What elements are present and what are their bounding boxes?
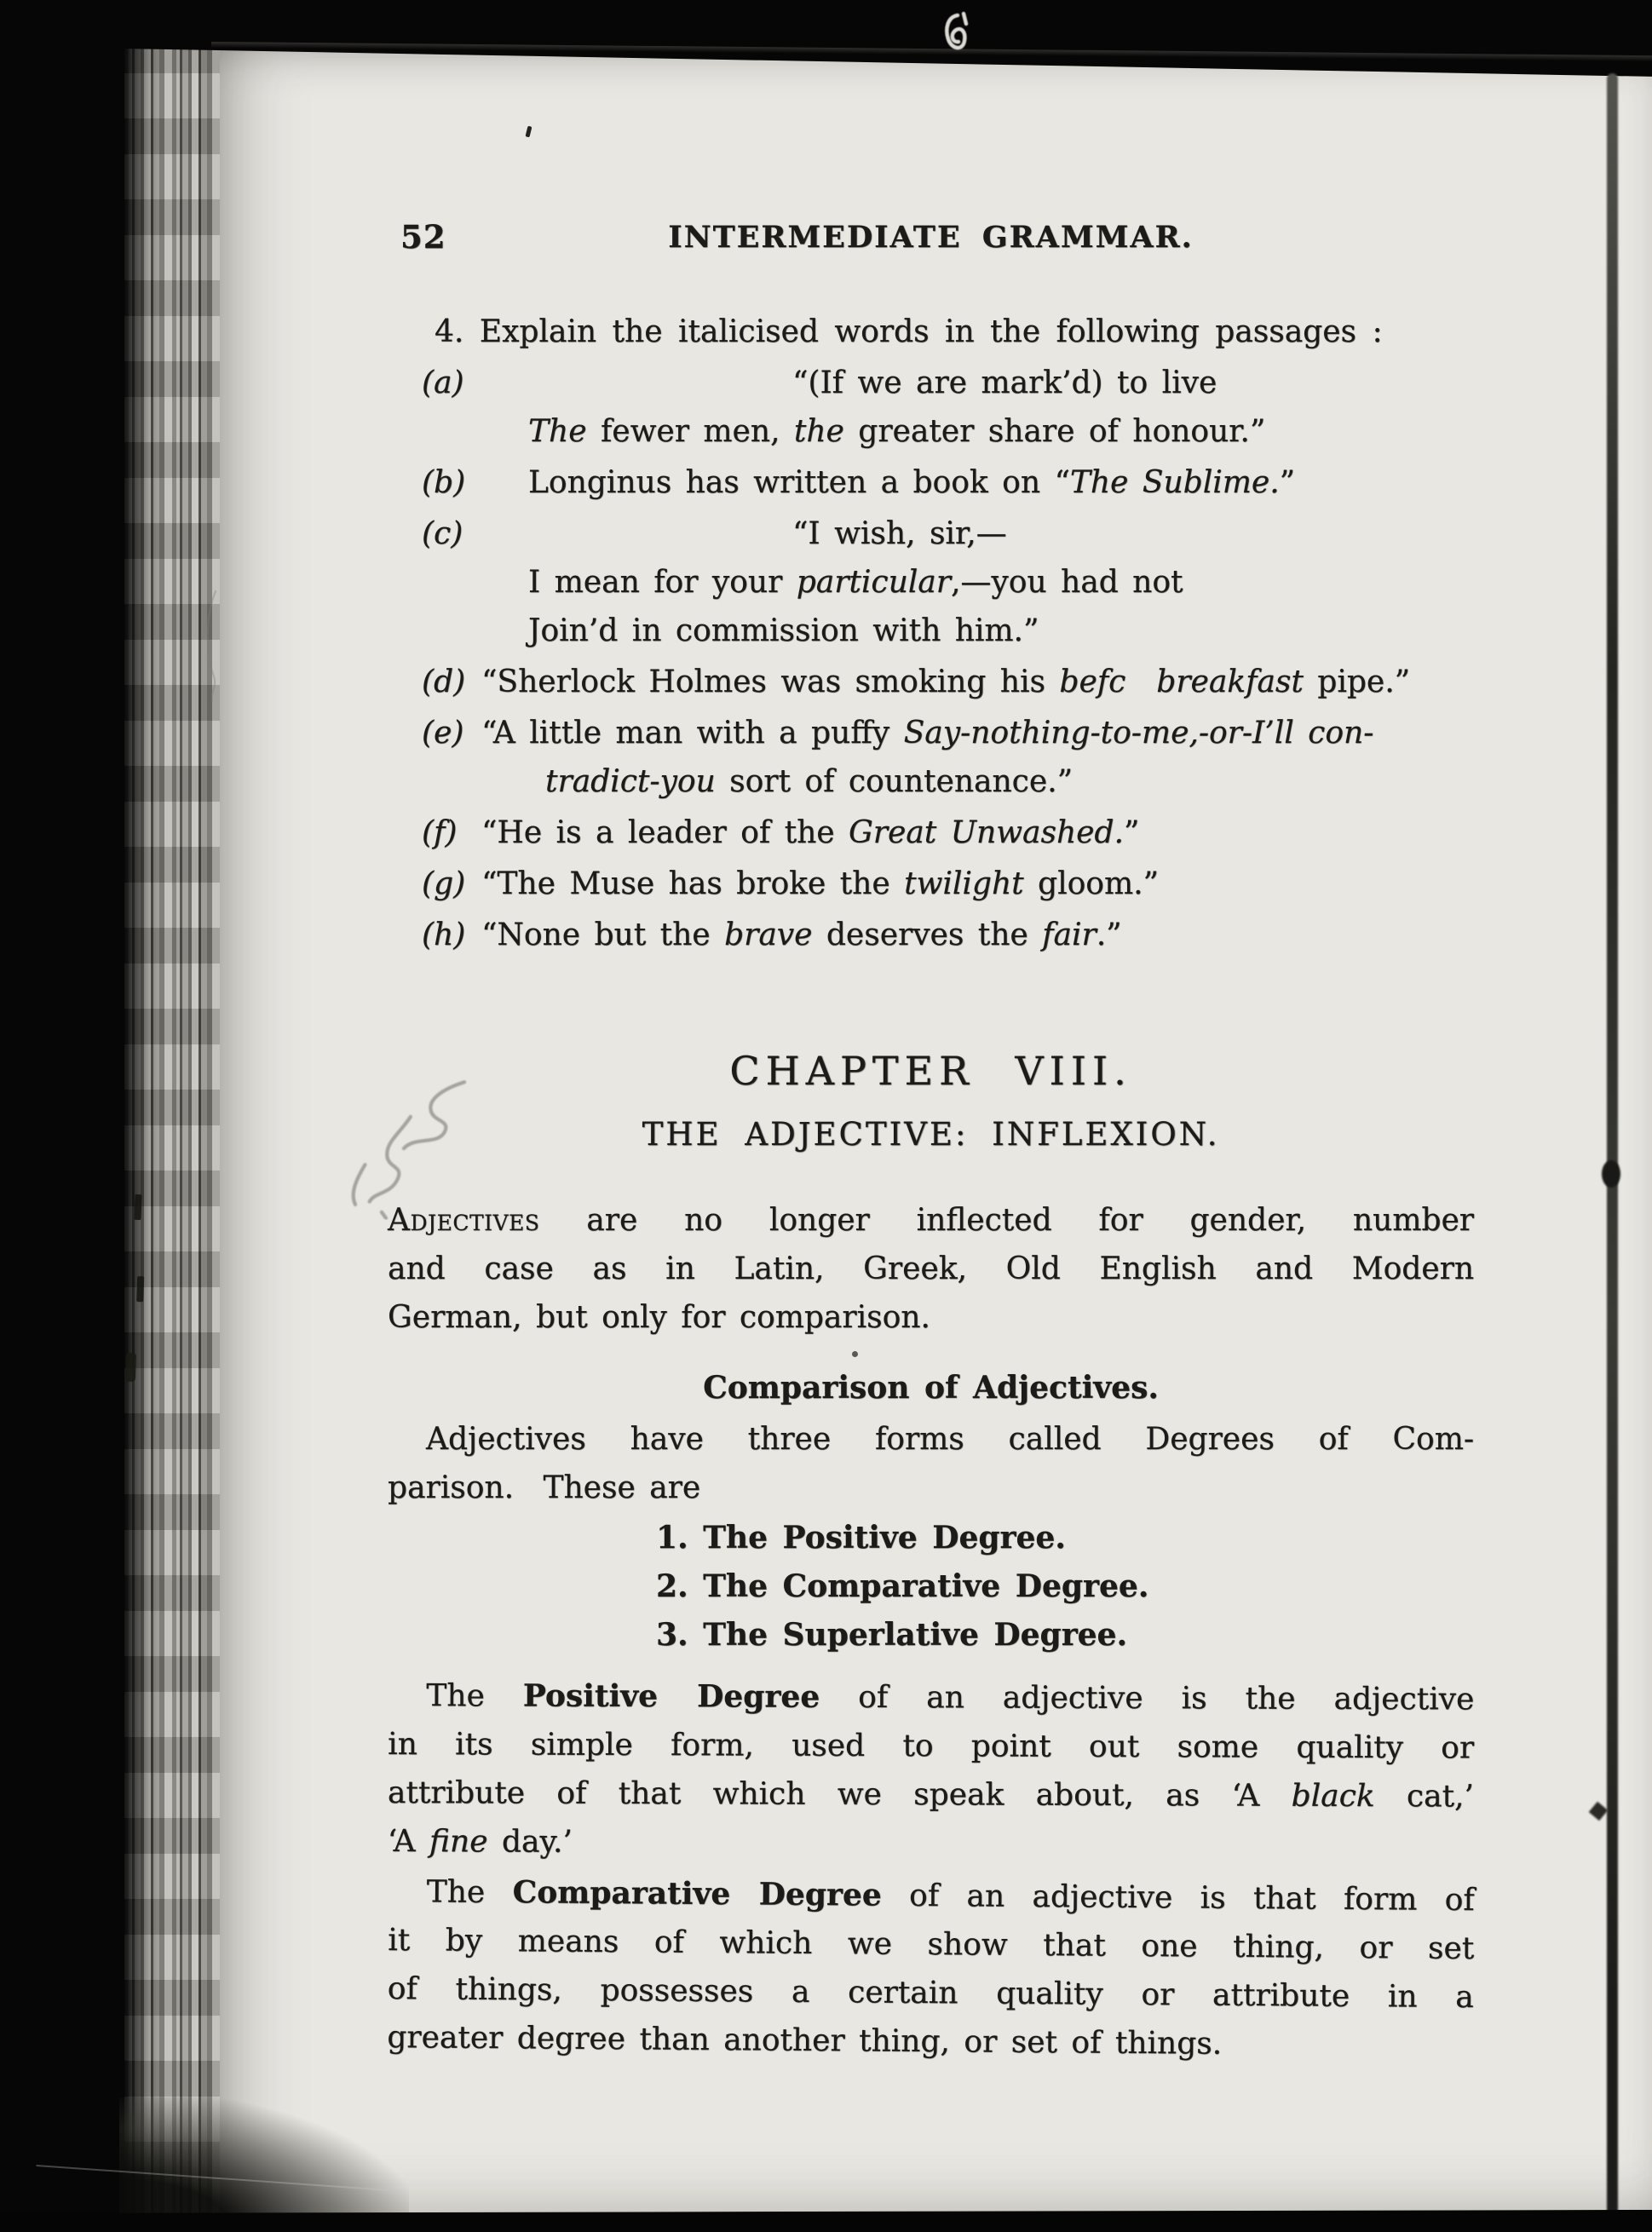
item-text: “None but the brave deserves the fair.”	[481, 918, 1122, 952]
page-right-edge	[1607, 73, 1618, 2215]
exercise-line	[388, 860, 1474, 908]
degree-item-superlative: 3. The Superlative Degree.	[656, 1617, 1127, 1653]
paragraph-line: in its simple form, used to point out some quality or	[388, 1727, 1475, 1766]
exercise-line	[388, 509, 1474, 558]
exercise-line	[388, 607, 1474, 655]
item-text: “The Muse has broke the twilight gloom.”	[481, 866, 1159, 901]
item-label: (e)	[422, 716, 464, 751]
paragraph-line: and case as in Latin, Greek, Old English and Modern	[388, 1251, 1474, 1286]
paragraph-line: Adjectives are no longer inflected for gender, number	[388, 1203, 1474, 1238]
degree-item-positive: 1. The Positive Degree.	[656, 1520, 1066, 1556]
exercise-item-f	[388, 808, 1474, 857]
binding-ink-marks	[134, 1194, 141, 1220]
paragraph-line: Adjectives have three forms called Degrees of Com-	[426, 1422, 1474, 1457]
page-content	[388, 213, 1474, 2062]
exercise-line	[388, 407, 1474, 456]
paragraph-degrees-intro	[388, 1415, 1474, 1512]
exercise-item-h	[388, 911, 1474, 959]
exercise-line	[388, 709, 1474, 757]
item-text: “He is a leader of the Great Unwashed.”	[481, 815, 1140, 850]
margin-pencil-mark	[201, 588, 220, 719]
exercise-line	[388, 458, 1474, 507]
exercise-item-d	[388, 658, 1474, 706]
page-header	[388, 213, 1474, 262]
item-text: “A little man with a puffy Say-nothing-to-me,-or-I’ll con-	[481, 716, 1374, 751]
exercise-line	[388, 911, 1474, 959]
item-label: (c)	[422, 516, 463, 551]
top-edge-mark	[937, 9, 973, 63]
chapter-subtitle: THE ADJECTIVE: INFLEXION.	[642, 1116, 1220, 1153]
item-label: (f)	[422, 815, 458, 850]
paragraph-line: attribute of that which we speak about, as ‘A black cat,’	[387, 1775, 1474, 1815]
item-text: tradict-you sort of countenance.”	[545, 764, 1073, 799]
exercise-line	[388, 658, 1474, 706]
edge-mark-glyph	[937, 9, 973, 60]
item-label: (h)	[422, 918, 466, 952]
item-text: Longinus has written a book on “The Sublime.”	[528, 465, 1296, 500]
item-label: (g)	[422, 866, 466, 901]
item-text: “Sherlock Holmes was smoking his befc breakfast pipe.”	[481, 664, 1411, 699]
book-binding-edge	[124, 37, 220, 2232]
item-text: Join’d in commission with him.”	[528, 613, 1039, 648]
item-text: The fewer men, the greater share of honour.”	[528, 414, 1266, 449]
paragraph-line: The Positive Degree of an adjective is the adjective	[426, 1677, 1475, 1717]
paragraph-line: parison. These are	[388, 1470, 701, 1505]
exercise-line	[388, 359, 1474, 407]
exercise-intro: 4. Explain the italicised words in the following passages :	[435, 314, 1383, 349]
paragraph-line: greater degree than another thing, or set of things.	[387, 2019, 1223, 2062]
item-text: “I wish, sir,—	[792, 516, 1007, 551]
paragraph-inflexion	[388, 1196, 1474, 1342]
paragraph-line: German, but only for comparison.	[388, 1300, 930, 1335]
degree-item-comparative: 2. The Comparative Degree.	[656, 1568, 1149, 1604]
paragraph-comparative-degree	[387, 1867, 1475, 2070]
page-bottom-edge	[0, 2210, 1652, 2232]
running-title: INTERMEDIATE GRAMMAR.	[668, 220, 1194, 255]
item-text: I mean for your particular,—you had not	[528, 565, 1183, 600]
exercise-item-b	[388, 458, 1474, 507]
paragraph-line: it by means of which we show that one thing, or set	[388, 1923, 1475, 1967]
paragraph-positive-degree	[388, 1671, 1475, 1869]
item-label: (a)	[422, 365, 464, 400]
item-label: (d)	[422, 664, 466, 699]
exercise-line	[388, 558, 1474, 607]
paragraph-line: The Comparative Degree of an adjective is that form of	[426, 1874, 1475, 1918]
exercise-line	[388, 757, 1474, 806]
exercise-item-a	[388, 359, 1474, 456]
exercise-line	[388, 808, 1474, 857]
page-number: 52	[400, 218, 446, 256]
margin-arc	[201, 588, 220, 716]
exercise-item-c	[388, 509, 1474, 655]
item-text: “(If we are mark’d) to live	[792, 365, 1217, 400]
exercise-item-e	[388, 709, 1474, 806]
exercise-item-g	[388, 860, 1474, 908]
chapter-title: CHAPTER VIII.	[729, 1048, 1132, 1094]
item-label: (b)	[422, 465, 466, 500]
section-heading-comparison: Comparison of Adjectives.	[703, 1370, 1159, 1406]
paragraph-line: of things, possesses a certain quality or attribute in a	[387, 1970, 1474, 2016]
paragraph-line: ‘A fine day.’	[387, 1823, 573, 1860]
right-edge-blemish	[1602, 1160, 1620, 1188]
degrees-list	[388, 1514, 1474, 1660]
